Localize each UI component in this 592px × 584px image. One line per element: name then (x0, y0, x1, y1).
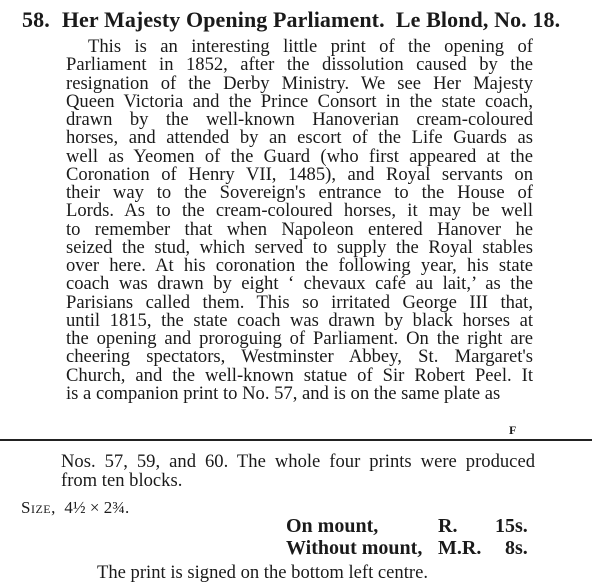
price-amount-without-mount: 8s. (505, 537, 528, 559)
price-code-without-mount: M.R. (438, 537, 482, 559)
description-line: Lords. As to the cream-coloured horses, it may be well (66, 200, 533, 222)
price-code-on-mount: R. (438, 515, 458, 537)
price-label-without-mount: Without mount, (286, 537, 423, 559)
price-amount-on-mount: 15s. (495, 515, 528, 537)
continuation-line: from ten blocks. (61, 470, 183, 491)
signature-mark: F (509, 423, 517, 437)
description-line: cheering spectators, Westminster Abbey, St. Margaret's (66, 346, 533, 368)
description-line: Coronation of Henry VII, 1485), and Royal servants on (66, 163, 533, 185)
description-line: resignation of the Derby Ministry. We see Her Majesty (66, 72, 533, 94)
description-paragraph (66, 38, 533, 403)
size-value: 4½ × 2¾. (64, 498, 130, 517)
description-line: Queen Victoria and the Prince Consort in the state coach, (66, 90, 533, 112)
description-line: their way to the Sovereign's entrance to the House of (66, 182, 533, 203)
description-line: over here. At his coronation the following year, his state (66, 255, 533, 276)
size-label: Size, (21, 498, 56, 517)
description-line: horses, and attended by an escort of the Life Guards as (66, 127, 533, 149)
size-line (21, 498, 129, 518)
description-line: is a companion print to No. 57, and is on the same plate as (66, 382, 501, 404)
description-line: Parisians called them. This so irritated George III that, (66, 291, 533, 313)
description-line: drawn by the well-known Hanoverian cream-coloured (66, 109, 533, 130)
price-label-on-mount: On mount, (286, 515, 379, 537)
description-line: until 1815, the state coach was drawn by black horses at (66, 309, 533, 331)
entry-reference: Le Blond, No. 18. (395, 7, 561, 32)
continuation-line: Nos. 57, 59, and 60. The whole four prints were produced (61, 451, 535, 472)
entry-number: 58. (22, 7, 50, 32)
continuation-paragraph (61, 452, 535, 490)
description-line: Church, and the well-known statue of Sir Robert Peel. It (66, 364, 533, 386)
description-line: the opening and proroguing of Parliament. On the right are (66, 328, 533, 349)
entry-heading (22, 7, 560, 33)
description-line: seized the stud, which served to supply the Royal stables (66, 236, 533, 258)
entry-title: Her Majesty Opening Parliament. (61, 7, 385, 32)
description-line: to remember that when Napoleon entered Hanover he (66, 218, 533, 240)
description-line: This is an interesting little print of the opening of (88, 36, 533, 57)
page-divider (0, 439, 592, 441)
footer-note: The print is signed on the bottom left centre. (97, 562, 428, 583)
description-line: well as Yeomen of the Guard (who first appeared at the (66, 145, 533, 167)
description-line: coach was drawn by eight ‘ chevaux café au lait,’ as the (66, 273, 533, 295)
description-line: Parliament in 1852, after the dissolution caused by the (66, 54, 533, 76)
